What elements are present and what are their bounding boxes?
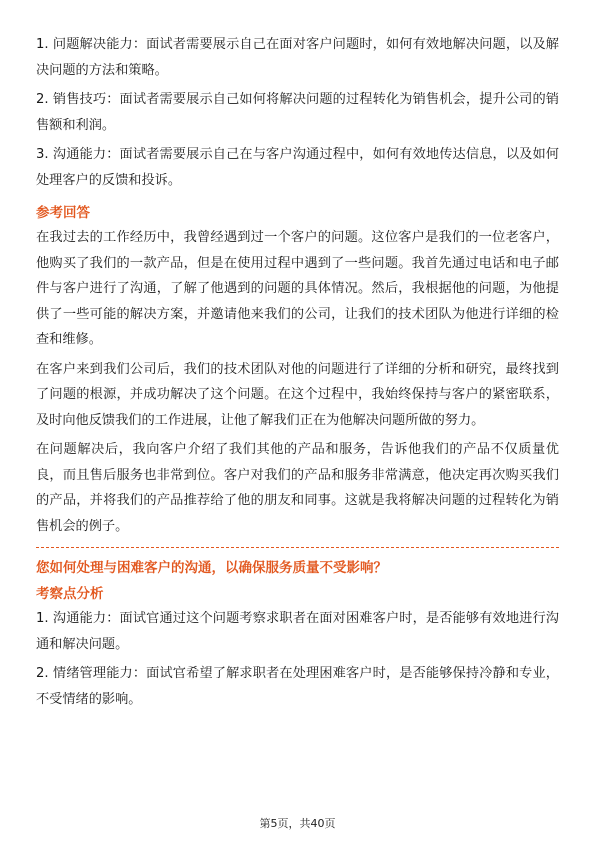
reference-answer-heading: 参考回答 (36, 205, 90, 221)
document-page (36, 32, 559, 712)
page-number: 第5页，共40页 (259, 817, 336, 830)
answer-paragraph: 在客户来到我们公司后，我们的技术团队对他的问题进行了详细的分析和研究，最终找到了问题的根源，并成功解决了这个问题。在这个过程中，我始终保持与客户的紧密联系，及时向他反馈我们的工作进展，让他了解我们正在为他解决问题所做的努力。 (36, 361, 559, 428)
list-item-emotion-management: 2. 情绪管理能力：面试官希望了解求职者在处理困难客户时，是否能够保持冷静和专业，不受情绪的影响。 (36, 666, 559, 707)
analysis-heading: 考察点分析 (36, 586, 104, 602)
list-item-problem-solving: 1. 问题解决能力：面试者需要展示自己在面对客户问题时，如何有效地解决问题，以及解决问题的方法和策略。 (36, 37, 559, 78)
section-divider (36, 547, 559, 548)
answer-paragraph: 在我过去的工作经历中，我曾经遇到过一个客户的问题。这位客户是我们的一位老客户，他购买了我们的一款产品，但是在使用过程中遇到了一些问题。我首先通过电话和电子邮件与客户进行了沟通，了解了他遇到的问题的具体情况。然后，我根据他的问题，为他提供了一些可能的解决方案，并邀请他来我们的公司，让我们的技术团队为他进行详细的检查和维修。 (36, 230, 559, 347)
list-item-communication: 3. 沟通能力：面试者需要展示自己在与客户沟通过程中，如何有效地传达信息，以及如何处理客户的反馈和投诉。 (36, 147, 559, 188)
list-item-sales-skills: 2. 销售技巧：面试者需要展示自己如何将解决问题的过程转化为销售机会，提升公司的销售额和利润。 (36, 92, 559, 133)
question-title: 您如何处理与困难客户的沟通，以确保服务质量不受影响？ (36, 560, 387, 576)
answer-paragraph: 在问题解决后，我向客户介绍了我们其他的产品和服务，告诉他我们的产品不仅质量优良，而且售后服务也非常到位。客户对我们的产品和服务非常满意，他决定再次购买我们的产品，并将我们的产品推荐给了他的朋友和同事。这就是我将解决问题的过程转化为销售机会的例子。 (36, 442, 559, 534)
list-item-communication-ability: 1. 沟通能力：面试官通过这个问题考察求职者在面对困难客户时，是否能够有效地进行沟通和解决问题。 (36, 611, 559, 652)
